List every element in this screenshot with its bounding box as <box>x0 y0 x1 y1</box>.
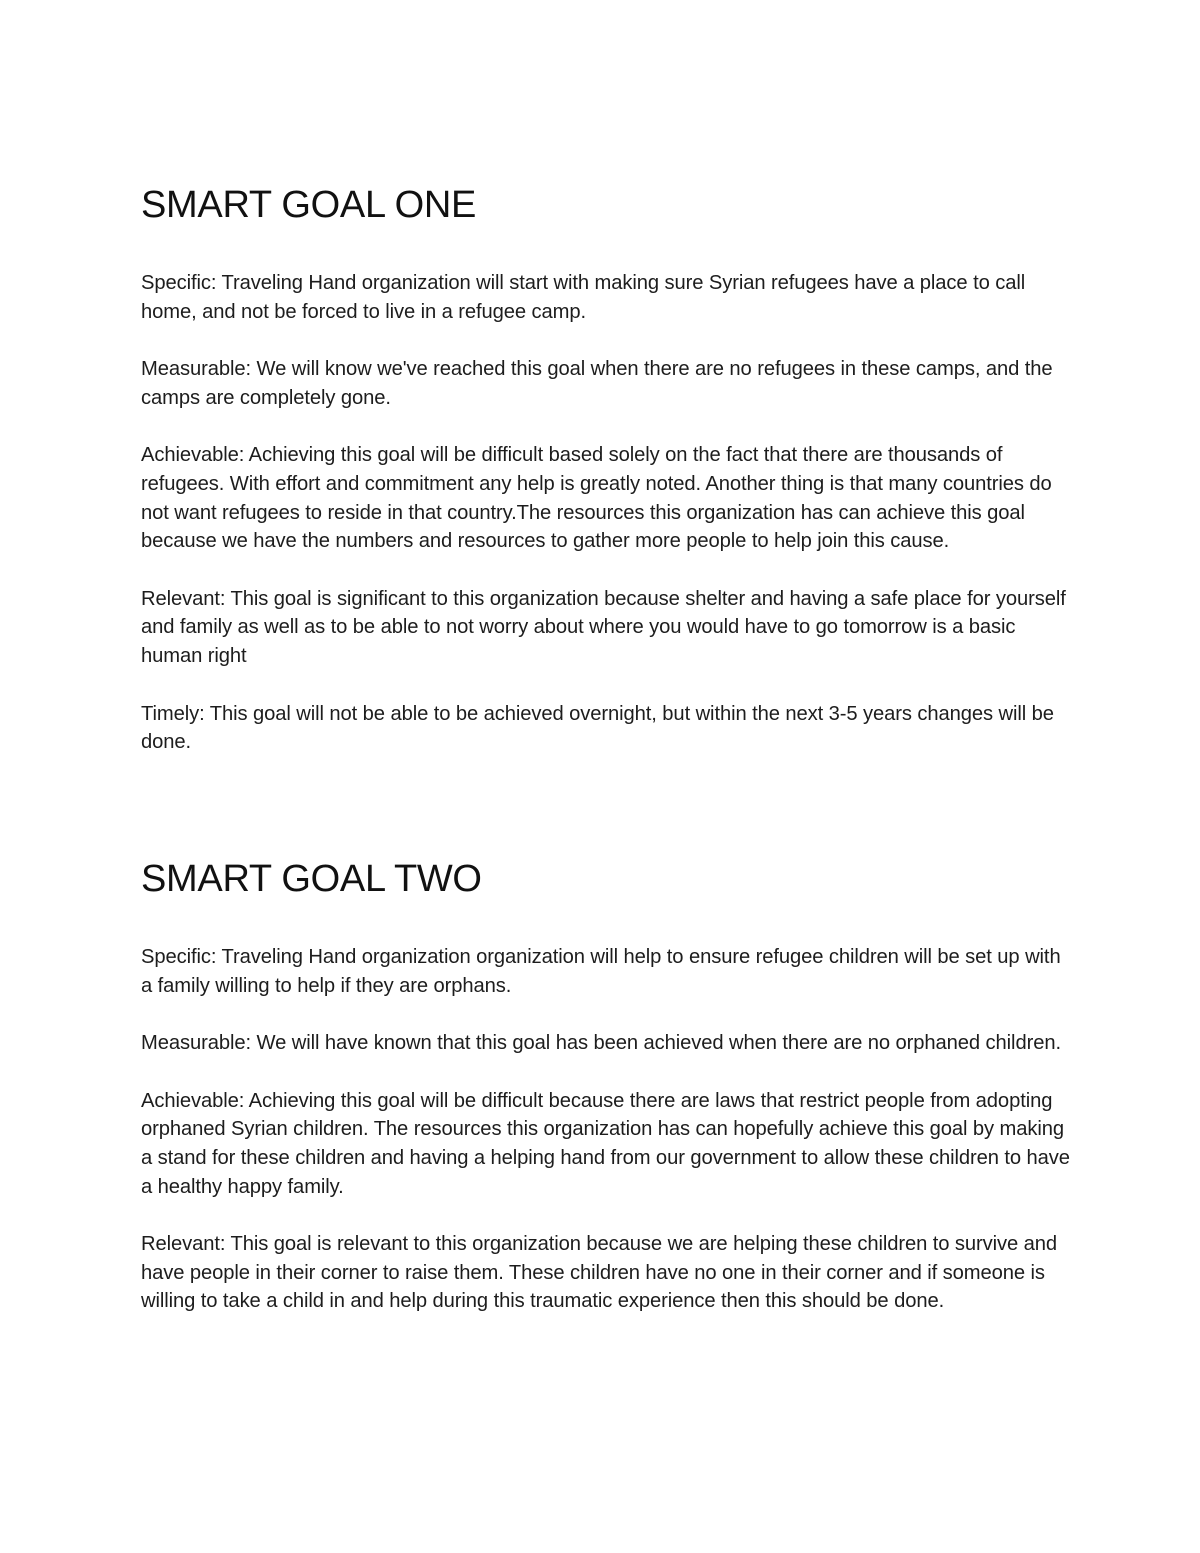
goal-one-measurable: Measurable: We will know we've reached this goal when there are no refugees in these camps, and the camps are completely gone. <box>141 358 1053 409</box>
goal-one-achievable: Achievable: Achieving this goal will be difficult based solely on the fact that there are thousands of refugees. With effort and commitment any help is greatly noted. Another thing is that many countries do not want refugees to reside in that country.The resources this organization has can achieve this goal because we have the numbers and resources to gather more people to help join this cause. <box>141 444 1052 553</box>
goal-two-heading: SMART GOAL TWO <box>141 858 482 900</box>
goal-two-section <box>141 855 1071 1345</box>
goal-one-section <box>141 181 1071 786</box>
goal-two-specific: Specific: Traveling Hand organization organization will help to ensure refugee children will be set up with a family willing to help if they are orphans. <box>141 946 1061 997</box>
goal-one-relevant: Relevant: This goal is significant to this organization because shelter and having a safe place for yourself and family as well as to be able to not worry about where you would have to go tomorrow is a basic human right <box>141 587 1066 667</box>
goal-one-heading: SMART GOAL ONE <box>141 184 477 226</box>
goal-two-achievable: Achievable: Achieving this goal will be difficult because there are laws that restrict people from adopting orphaned Syrian children. The resources this organization has can hopefully achieve this goal by making a stand for these children and having a helping hand from our government to allow these children to have a healthy happy family. <box>141 1089 1070 1198</box>
goal-two-measurable: Measurable: We will have known that this goal has been achieved when there are no orphaned children. <box>141 1032 1061 1055</box>
goal-one-specific: Specific: Traveling Hand organization will start with making sure Syrian refugees have a place to call home, and not be forced to live in a refugee camp. <box>141 272 1026 323</box>
goal-two-relevant: Relevant: This goal is relevant to this organization because we are helping these children to survive and have people in their corner to raise them. These children have no one in their corner and if someone is willing to take a child in and help during this traumatic experience then this should be done. <box>141 1233 1058 1313</box>
goal-one-timely: Timely: This goal will not be able to be achieved overnight, but within the next 3-5 years changes will be done. <box>141 702 1054 754</box>
